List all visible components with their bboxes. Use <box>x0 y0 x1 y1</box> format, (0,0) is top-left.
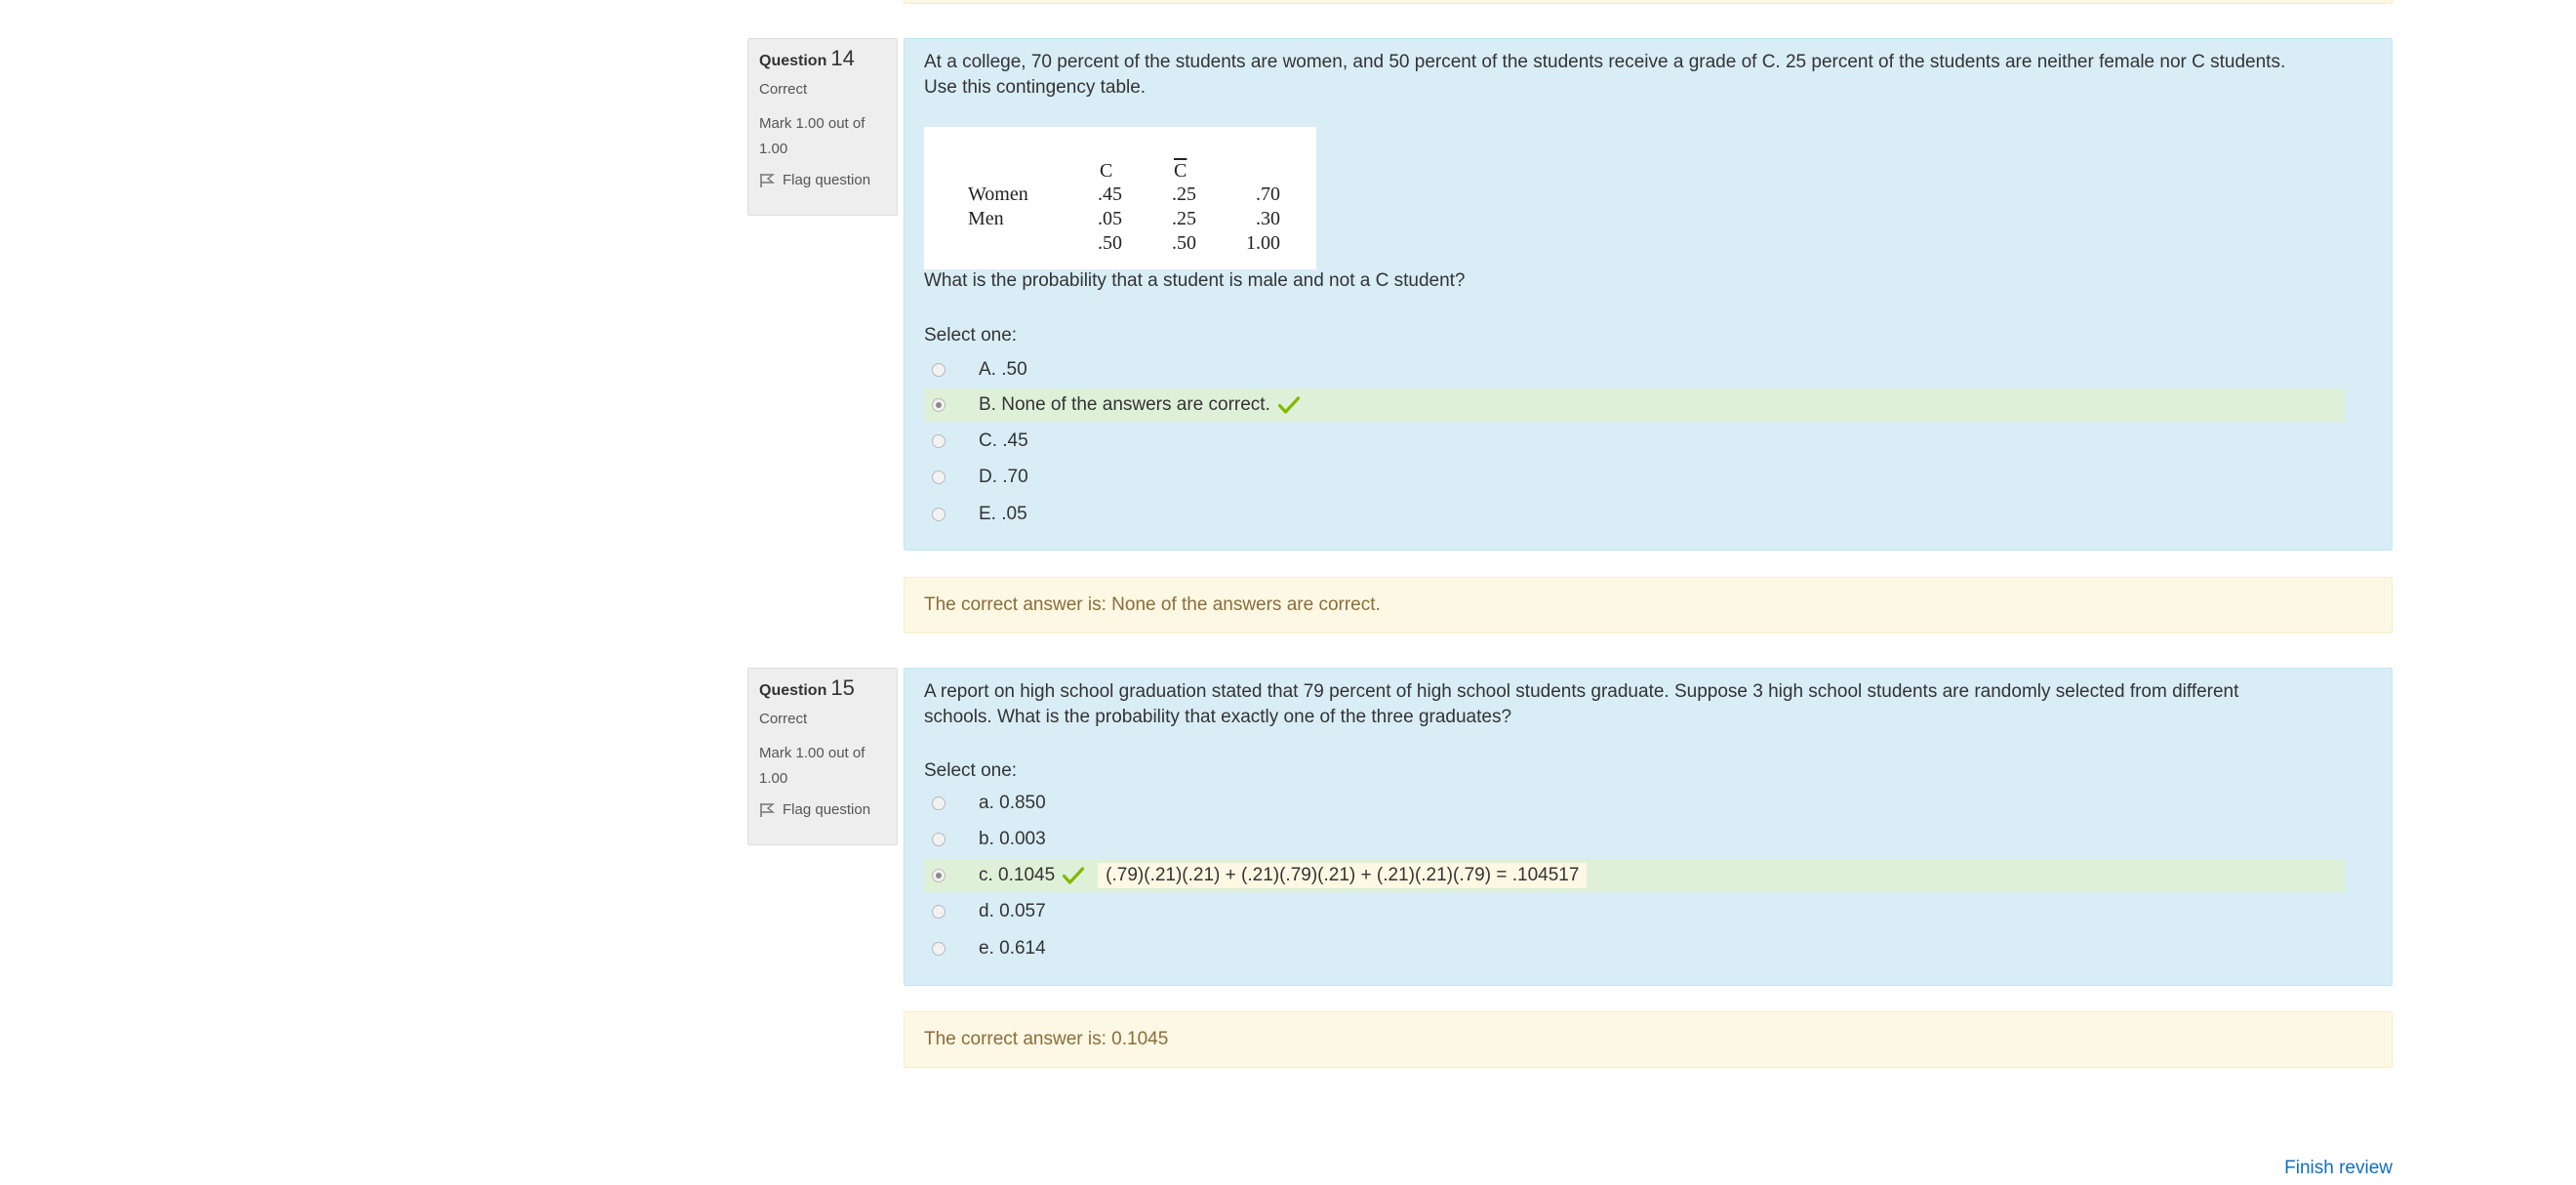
answer-option-e[interactable]: e. 0.614 <box>924 932 2345 965</box>
question-number: Question 15 <box>759 675 855 700</box>
cell-total-not-c: .50 <box>1172 232 1196 254</box>
contingency-table-image <box>924 127 1316 269</box>
radio-button[interactable] <box>932 942 946 956</box>
cell-grand-total: 1.00 <box>1246 232 1280 254</box>
answer-option-c[interactable]: c. 0.1045 (.79)(.21)(.21) + (.21)(.79)(.21) + (.21)(.21)(.79) = .104517 <box>924 859 2345 892</box>
question-state: Correct <box>759 81 808 98</box>
answer-option-d[interactable]: d. 0.057 <box>924 895 2345 928</box>
cell-men-total: .30 <box>1256 208 1280 229</box>
select-one-prompt: Select one: <box>924 760 1018 781</box>
radio-button[interactable] <box>932 434 946 448</box>
question-15-right-answer: The correct answer is: 0.1045 <box>904 1011 2393 1068</box>
answer-option-a[interactable]: a. 0.850 <box>924 787 2345 820</box>
row-label-men: Men <box>968 208 1004 229</box>
flag-question-link[interactable]: Flag question <box>759 172 886 188</box>
row-label-women: Women <box>968 184 1028 205</box>
question-grade: Mark 1.00 out of 1.00 <box>759 745 865 787</box>
radio-button[interactable] <box>932 797 946 810</box>
question-sub-text: What is the probability that a student is male and not a C student? <box>924 270 1466 291</box>
cell-total-c: .50 <box>1098 232 1122 254</box>
question-text: At a college, 70 percent of the students are women, and 50 percent of the students receive a grade of C. 25 percent of the students are neither female nor C students. Use this contingency table. <box>924 52 2286 98</box>
answer-option-a[interactable]: A. .50 <box>924 353 2345 387</box>
radio-button[interactable] <box>932 869 946 882</box>
flag-icon <box>759 173 775 188</box>
previous-outcome-strip <box>904 0 2393 4</box>
cell-women-total: .70 <box>1256 184 1280 205</box>
radio-button[interactable] <box>932 398 946 412</box>
question-number: Question 14 <box>759 46 855 70</box>
finish-review-link[interactable]: Finish review <box>2284 1158 2393 1178</box>
cell-women-not-c: .25 <box>1172 184 1196 205</box>
radio-button[interactable] <box>932 508 946 521</box>
answer-option-b[interactable]: B. None of the answers are correct. <box>924 388 2345 422</box>
question-text: A report on high school graduation stated that 79 percent of high school students graduate. Suppose 3 high school students are randomly selected from different schools. What is the probability that exactly one of the three graduates? <box>924 681 2239 727</box>
radio-button[interactable] <box>932 363 946 377</box>
cell-women-c: .45 <box>1098 184 1122 205</box>
select-one-prompt: Select one: <box>924 325 1018 346</box>
col-header-not-c: $\overline{C}$ <box>1174 160 1187 182</box>
answer-feedback: (.79)(.21)(.21) + (.21)(.79)(.21) + (.21)(.21)(.79) = .104517 <box>1098 863 1587 888</box>
answer-option-d[interactable]: D. .70 <box>924 461 2345 494</box>
question-state: Correct <box>759 711 808 727</box>
answer-option-e[interactable]: E. .05 <box>924 498 2345 531</box>
question-14-info <box>747 38 898 216</box>
question-15-info <box>747 668 898 845</box>
flag-icon <box>759 802 775 818</box>
question-15-formulation <box>904 668 2393 986</box>
question-14-right-answer: The correct answer is: None of the answers are correct. <box>904 577 2393 633</box>
cell-men-not-c: .25 <box>1172 208 1196 229</box>
question-14-formulation <box>904 38 2393 551</box>
checkmark-icon <box>1063 867 1084 884</box>
radio-button[interactable] <box>932 905 946 919</box>
radio-button[interactable] <box>932 833 946 846</box>
radio-button[interactable] <box>932 470 946 484</box>
checkmark-icon <box>1278 396 1300 414</box>
answer-option-c[interactable]: C. .45 <box>924 425 2345 458</box>
question-grade: Mark 1.00 out of 1.00 <box>759 115 865 157</box>
answer-option-b[interactable]: b. 0.003 <box>924 823 2345 856</box>
col-header-c: C <box>1100 160 1113 182</box>
cell-men-c: .05 <box>1098 208 1122 229</box>
flag-question-link[interactable]: Flag question <box>759 801 886 818</box>
